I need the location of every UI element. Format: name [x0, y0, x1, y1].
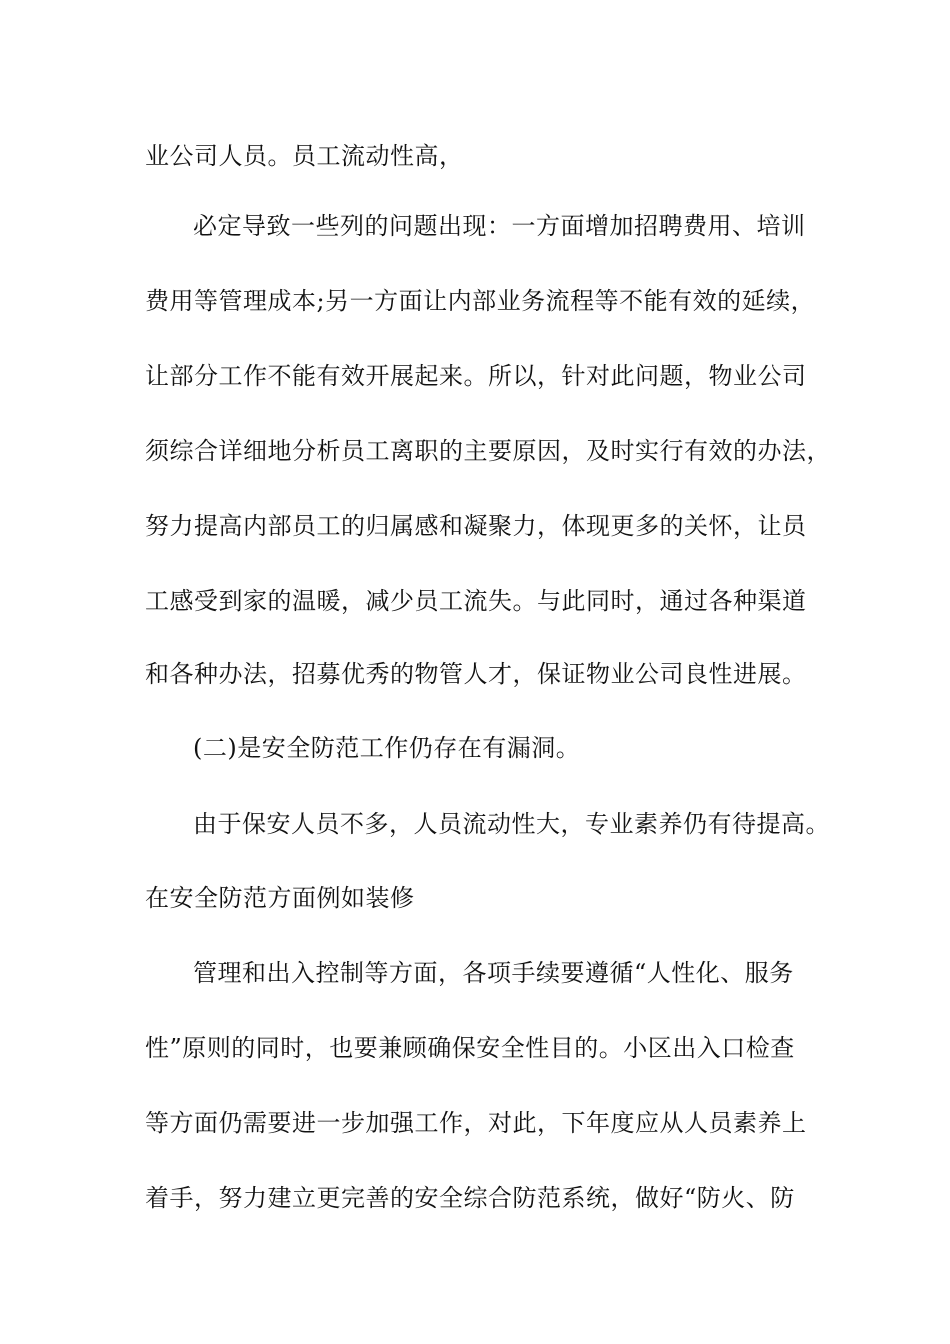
text-line: 等方面仍需要进一步加强工作，对此，下年度应从人员素养上	[145, 1109, 807, 1137]
text-line: 性”原则的同时，也要兼顾确保安全性目的。小区出入口检查	[145, 1034, 795, 1062]
text-line: 费用等管理成本;另一方面让内部业务流程等不能有效的延续，	[145, 287, 816, 315]
section-heading: (二)是安全防范工作仍存在有漏洞。	[193, 734, 581, 762]
text-line: 和各种办法，招募优秀的物管人才，保证物业公司良性进展。	[145, 660, 807, 688]
text-line: 让部分工作不能有效开展起来。所以，针对此问题，物业公司	[145, 362, 807, 390]
text-line: 业公司人员。员工流动性高，	[145, 142, 464, 170]
text-line: 工感受到家的温暖，减少员工流失。与此同时，通过各种渠道	[145, 587, 807, 615]
text-line: 由于保安人员不多，人员流动性大，专业素养仍有待提高。	[193, 810, 830, 838]
text-line: 努力提高内部员工的归属感和凝聚力，体现更多的关怀，让员	[145, 512, 807, 540]
text-line: 管理和出入控制等方面，各项手续要遵循“人性化、服务	[193, 959, 794, 987]
text-line: 必定导致一些列的问题出现：一方面增加招聘费用、培训	[193, 212, 806, 240]
text-line: 须综合详细地分析员工离职的主要原因，及时实行有效的办法，	[145, 437, 831, 465]
text-line: 着手，努力建立更完善的安全综合防范系统，做好“防火、防	[145, 1184, 795, 1212]
text-line: 在安全防范方面例如装修	[145, 884, 415, 912]
